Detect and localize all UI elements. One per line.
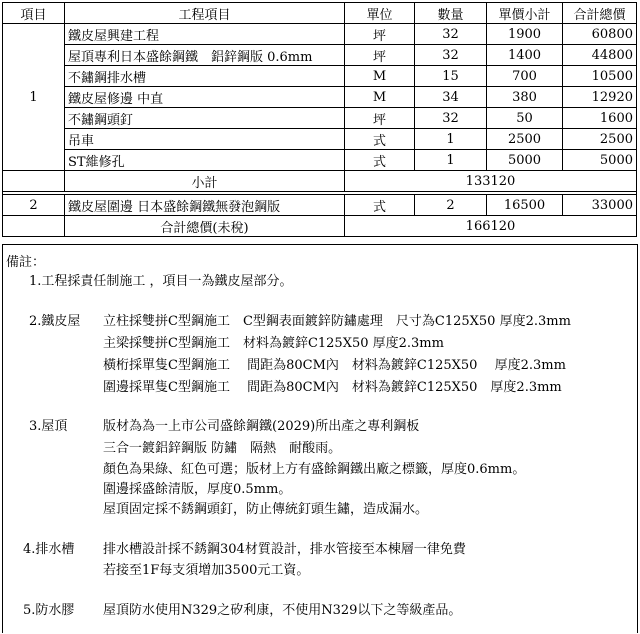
- note-2-label: 2.鐵皮屋: [29, 314, 81, 329]
- note-4-line: 排水槽設計採不銹鋼304材質設計，排水管接至本棟層一律免費: [103, 542, 466, 557]
- notes-section: [2, 244, 638, 633]
- row-name: 吊車: [65, 129, 345, 150]
- note-2-line: 圍邊採單隻C型鋼施工 間距為80CM內 材料為鍍鋅C125X50 厚度2.3mm: [103, 380, 562, 395]
- row-name: 不鏽鋼頭釘: [65, 108, 345, 129]
- header-total: 合計總價: [563, 3, 637, 24]
- grand-total-value: 166120: [345, 216, 637, 237]
- row-qty: 1: [415, 150, 487, 171]
- note-3-line: 版材為為一上市公司盛餘鋼鐵(2029)所出產之專利鋼板: [103, 419, 420, 434]
- subtotal-row: [3, 171, 637, 192]
- note-2-line: 主梁採雙拼C型鋼施工 材料為鍍鋅C125X50 厚度2.3mm: [103, 336, 444, 351]
- note-3-line: 圍邊採盛餘清版，厚度0.5mm。: [103, 482, 292, 497]
- row-unit: M: [345, 87, 415, 108]
- note-3-label: 3.屋頂: [29, 419, 68, 434]
- table-row: [3, 87, 637, 108]
- note-2-line: 橫桁採單隻C型鋼施工 間距為80CM內 材料為鍍鋅C125X50 厚度2.3mm: [103, 358, 566, 373]
- row-price: 2500: [487, 129, 563, 150]
- row-total: 1600: [563, 108, 637, 129]
- row-unit: 式: [345, 129, 415, 150]
- table-row: [3, 150, 637, 171]
- subtotal-value: 133120: [345, 171, 637, 192]
- table-row: [3, 45, 637, 66]
- header-row: [3, 3, 637, 24]
- table-row: [3, 108, 637, 129]
- row-total: 60800: [563, 24, 637, 45]
- group2-number: 2: [3, 195, 65, 216]
- group1-number: 1: [3, 24, 65, 171]
- grand-total-row: [3, 216, 637, 237]
- row-total: 44800: [563, 45, 637, 66]
- row-qty: 1: [415, 129, 487, 150]
- note-4-label: 4.排水槽: [23, 542, 75, 557]
- header-qty: 數量: [415, 3, 487, 24]
- subtotal-label: 小計: [65, 171, 345, 192]
- row-total: 33000: [563, 195, 637, 216]
- header-unit-price: 單價小計: [487, 3, 563, 24]
- row-qty: 32: [415, 45, 487, 66]
- row-qty: 2: [415, 195, 487, 216]
- table-row: [3, 66, 637, 87]
- note-1: 1.工程採責任制施工 ，項目一為鐵皮屋部分。: [29, 274, 293, 289]
- quote-table: [2, 2, 637, 237]
- row-price: 5000: [487, 150, 563, 171]
- note-3-line: 屋頂固定採不銹鋼頭釘，防止傳統釘頭生鏽，造成漏水。: [103, 502, 429, 517]
- row-name: 鐵皮屋圍邊 日本盛餘鋼鐵無發泡鋼版: [65, 195, 345, 216]
- row-unit: 坪: [345, 108, 415, 129]
- header-project: 工程項目: [65, 3, 345, 24]
- header-item: 項目: [3, 3, 65, 24]
- row-name: ST維修孔: [65, 150, 345, 171]
- row-qty: 34: [415, 87, 487, 108]
- row-price: 50: [487, 108, 563, 129]
- note-3-line: 顏色為果綠、紅色可選；版材上方有盛餘鋼鐵出廠之標籤，厚度0.6mm。: [103, 462, 526, 477]
- notes-title: 備註：: [6, 255, 46, 270]
- table-row: [3, 129, 637, 150]
- row-total: 10500: [563, 66, 637, 87]
- row-price: 16500: [487, 195, 563, 216]
- note-4-line: 若接至1F每支須增加3500元工資。: [103, 563, 310, 578]
- note-5-line: 屋頂防水使用N329之矽利康，不使用N329以下之等級產品。: [103, 603, 462, 618]
- row-unit: 式: [345, 150, 415, 171]
- row-unit: M: [345, 66, 415, 87]
- table-row: [3, 24, 637, 45]
- row-total: 12920: [563, 87, 637, 108]
- row-price: 380: [487, 87, 563, 108]
- row-unit: 式: [345, 195, 415, 216]
- note-2-line: 立柱採雙拼C型鋼施工 C型鋼表面鍍鋅防鏽處理 尺寸為C125X50 厚度2.3mm: [103, 314, 571, 329]
- row-name: 屋頂專利日本盛餘鋼鐵 鋁鋅鋼版 0.6mm: [65, 45, 345, 66]
- note-3-line: 三合一鍍鋁鋅鋼版 防鏽 隔熱 耐酸雨。: [103, 441, 342, 456]
- note-5-label: 5.防水膠: [23, 603, 75, 618]
- row-unit: 坪: [345, 24, 415, 45]
- row-name: 鐵皮屋修邊 中直: [65, 87, 345, 108]
- table-row: [3, 195, 637, 216]
- row-total: 5000: [563, 150, 637, 171]
- row-total: 2500: [563, 129, 637, 150]
- row-name: 鐵皮屋興建工程: [65, 24, 345, 45]
- row-price: 1400: [487, 45, 563, 66]
- row-name: 不鏽鋼排水槽: [65, 66, 345, 87]
- row-qty: 32: [415, 108, 487, 129]
- grand-total-label: 合計總價(未稅): [65, 216, 345, 237]
- row-qty: 15: [415, 66, 487, 87]
- row-qty: 32: [415, 24, 487, 45]
- header-unit: 單位: [345, 3, 415, 24]
- row-price: 1900: [487, 24, 563, 45]
- row-price: 700: [487, 66, 563, 87]
- row-unit: 坪: [345, 45, 415, 66]
